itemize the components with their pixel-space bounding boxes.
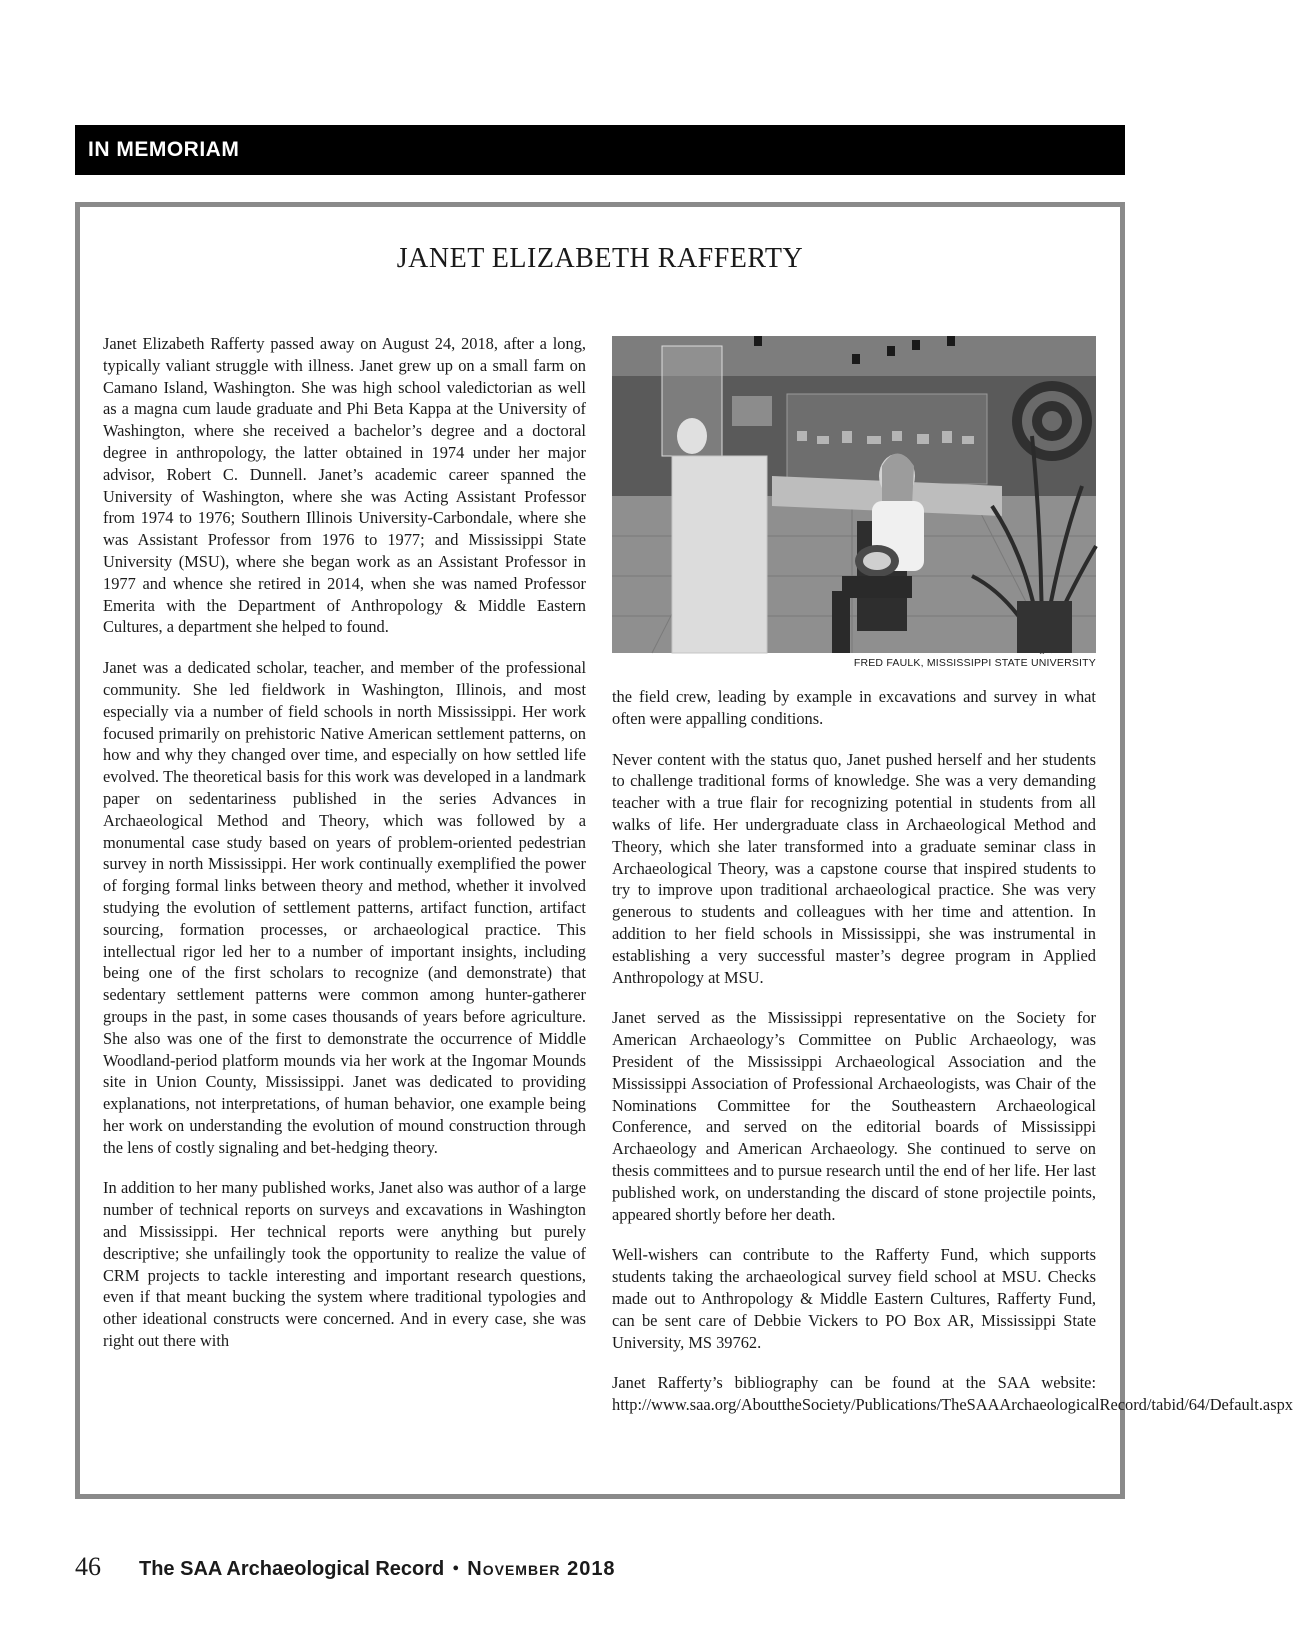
paragraph: Janet served as the Mississippi representative on the Society for American Archaeology’s Committee on Public Archaeology, was President of the Mississippi Archaeological Association and the Mississippi Association of Professional Archaeologists, was Chair of the Nominations Committee for the Southeastern Archaeological Conference, and served on the editorial boards of Mississippi Archaeology and American Archaeology. She continued to serve on thesis committees and to pursue research until the end of her life. Her last published work, on understanding the discard of stone projectile points, appeared shortly before her death. <box>612 1008 1096 1224</box>
paragraph: In addition to her many published works, Janet also was author of a large number of technical reports on surveys and excavations in Washington and Mississippi. Her technical reports were anything but purely descriptive; she unfailingly took the opportunity to realize the value of CRM projects to tackle interesting and important research questions, even if that meant bucking the system where traditional typologies and other ideational constructs were concerned. And in every case, she was right out there with <box>103 1178 586 1351</box>
publication-name: The SAA Archaeological Record <box>139 1558 445 1580</box>
paragraph: Janet Rafferty’s bibliography can be found at the SAA website: http://www.saa.org/AbouttheSociety/Publications/TheSAAArchaeologicalRecord/tabid/64/Default.aspx <box>612 1373 1293 1415</box>
photo-credit: FRED FAULK, MISSISSIPPI STATE UNIVERSITY <box>853 657 1096 669</box>
portrait-photo <box>612 336 1096 653</box>
page-number: 46 <box>75 1552 101 1581</box>
paragraph: Janet was a dedicated scholar, teacher, and member of the professional community. She led fieldwork in Washington, Illinois, and most especially via a number of field schools in north Mississippi. Her work focused primarily on prehistoric Native American settlement patterns, on how and why they changed over time, and especially on how settled life evolved. The theoretical basis for this work was developed in a landmark paper on sedentariness published in the series Advances in Archaeological Method and Theory, which was followed by a monumental case study based on years of problem-oriented pedestrian survey in north Mississippi. Her work continually exemplified the power of forging formal links between theory and method, whether it involved studying the evolution of settlement patterns, artifact function, artifact sourcing, formation processes, or archaeological practice. This intellectual rigor led her to a number of important insights, including being one of the first scholars to recognize (and demonstrate) that sedentary settlement patterns were common among hunter-gatherer groups in the past, in some cases thousands of years before agriculture. She also was one of the first to demonstrate the occurrence of Middle Woodland-period platform mounds via her work at the Ingomar Mounds site in Union County, Mississippi. Janet was dedicated to providing explanations, not interpretations, of human behavior, one example being her work on understanding the evolution of mound construction through the lens of costly signaling and bet-hedging theory. <box>103 658 586 1157</box>
section-banner: IN MEMORIAM <box>75 125 1125 175</box>
separator-bullet: • <box>452 1558 460 1580</box>
article-title: JANET ELIZABETH RAFFERTY <box>396 243 804 274</box>
right-column <box>612 686 1293 1435</box>
paragraph: Never content with the status quo, Janet pushed herself and her students to challenge traditional forms of knowledge. She was a very demanding teacher with a true flair for recognizing potential in students from all walks of life. Her undergraduate class in Archaeological Method and Theory, which she later transformed into a graduate seminar class in Archaeological Theory, was a capstone course that inspired students to try to improve upon traditional archaeological practice. She was very generous to students and colleagues with her time and attention. In addition to her field schools in Mississippi, she was instrumental in establishing a very successful master’s degree program in Applied Anthropology at MSU. <box>612 749 1096 987</box>
paragraph: Janet Elizabeth Rafferty passed away on August 24, 2018, after a long, typically valiant struggle with illness. Janet grew up on a small farm on Camano Island, Washington. She was high school valedictorian as well as a magna cum laude graduate and Phi Beta Kappa at the University of Washington, where she received a bachelor’s degree and a doctoral degree in anthropology, the latter obtained in 1974 under her major advisor, Robert C. Dunnell. Janet’s academic career spanned the University of Washington, where she was Acting Assistant Professor from 1974 to 1976; Southern Illinois University-Carbondale, where she was Assistant Professor from 1976 to 1977; and Mississippi State University (MSU), where she began work as an Assistant Professor in 1977 and whence she retired in 2014, when she was named Professor Emerita with the Department of Anthropology & Middle Eastern Cultures, a department she helped to found. <box>103 334 586 637</box>
issue-date: November 2018 <box>467 1558 616 1580</box>
page-footer <box>75 1550 616 1584</box>
paragraph: the field crew, leading by example in excavations and survey in what often were appalling conditions. <box>612 687 1096 728</box>
paragraph: Well-wishers can contribute to the Rafferty Fund, which supports students taking the archaeological survey field school at MSU. Checks made out to Anthropology & Middle Eastern Cultures, Rafferty Fund, can be sent care of Debbie Vickers to PO Box AR, Mississippi State University, MS 39762. <box>612 1245 1096 1352</box>
left-column <box>103 333 586 1371</box>
